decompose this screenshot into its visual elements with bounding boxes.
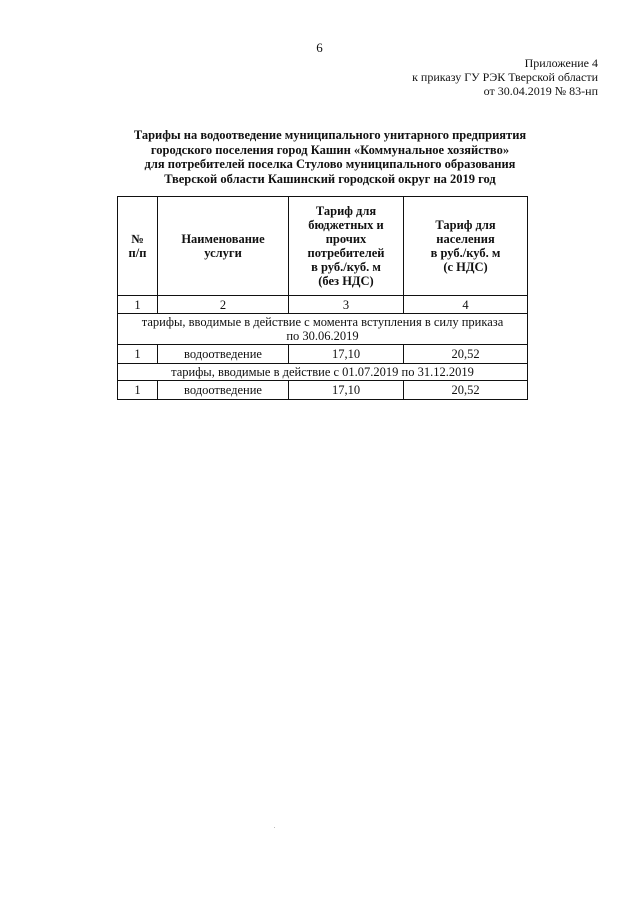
table-row	[118, 381, 528, 400]
table-header-row	[118, 197, 528, 296]
appendix-line-2: к приказу ГУ РЭК Тверской области	[412, 70, 598, 84]
section-caption: тарифы, вводимые в действие с момента вступления в силу приказа по 30.06.2019	[118, 314, 528, 345]
title-line-4: Тверской области Кашинский городской округ на 2019 год	[164, 171, 496, 186]
tariff-table	[117, 196, 528, 400]
header-service: Наименование услуги	[158, 197, 289, 296]
appendix-reference	[412, 56, 598, 98]
column-number: 1	[118, 296, 158, 314]
title-line-1: Тарифы на водоотведение муниципального унитарного предприятия	[133, 128, 527, 142]
appendix-line-1: Приложение 4	[524, 56, 598, 70]
title-line-2: городского поселения город Кашин «Коммунальное хозяйство»	[150, 142, 510, 157]
header-num: № п/п	[118, 197, 158, 296]
table-row	[118, 345, 528, 364]
column-numbers-row	[118, 296, 528, 314]
appendix-line-3: от 30.04.2019 № 83-нп	[483, 84, 598, 98]
row-tariff-population: 20,52	[404, 381, 528, 400]
row-tariff-population: 20,52	[404, 345, 528, 364]
column-number: 3	[289, 296, 404, 314]
section-caption-row	[118, 314, 528, 345]
title-line-3: для потребителей поселка Стулово муниципального образования	[144, 157, 516, 171]
row-tariff-budget: 17,10	[289, 345, 404, 364]
row-num: 1	[118, 345, 158, 364]
row-tariff-budget: 17,10	[289, 381, 404, 400]
column-number: 4	[404, 296, 528, 314]
section-caption: тарифы, вводимые в действие с 01.07.2019 по 31.12.2019	[118, 364, 528, 381]
header-tariff-population: Тариф для населения в руб./куб. м (с НДС)	[404, 197, 528, 296]
page-number: 6	[316, 40, 323, 55]
header-tariff-budget: Тариф для бюджетных и прочих потребителей в руб./куб. м (без НДС)	[289, 197, 404, 296]
section-caption-row	[118, 364, 528, 381]
column-number: 2	[158, 296, 289, 314]
scan-artifact	[274, 827, 275, 828]
row-service: водоотведение	[158, 345, 289, 364]
row-num: 1	[118, 381, 158, 400]
row-service: водоотведение	[158, 381, 289, 400]
document-title	[100, 128, 560, 186]
